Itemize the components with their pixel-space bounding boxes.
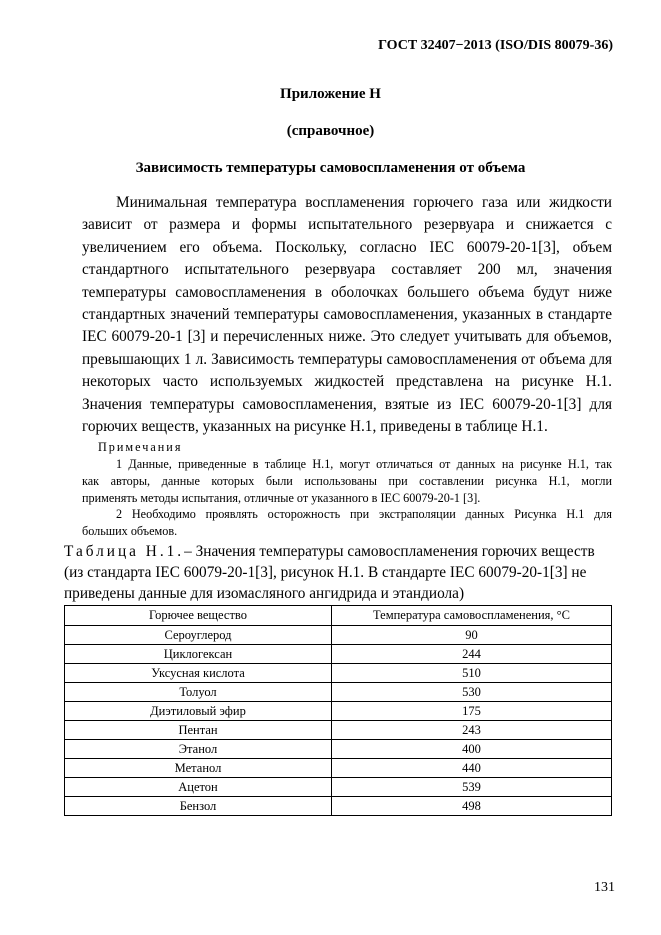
note-line: как авторы, данные которых были использованы при составлении рисунка Н.1, могли bbox=[82, 473, 612, 488]
substance-cell: Ацетон bbox=[65, 778, 332, 797]
note-line: 2 Необходимо проявлять осторожность при экстраполяции данных Рисунка Н.1 для bbox=[116, 507, 612, 522]
table-row bbox=[65, 797, 612, 816]
temperature-cell: 400 bbox=[332, 740, 612, 759]
note-line: 1 Данные, приведенные в таблице Н.1, могут отличаться от данных на рисунке Н.1, так bbox=[116, 457, 612, 471]
table-row bbox=[65, 664, 612, 683]
header-temperature: Температура самовоспламенения, °C bbox=[332, 606, 612, 626]
temperature-cell: 539 bbox=[332, 778, 612, 797]
autoignition-table bbox=[64, 605, 612, 816]
table-row bbox=[65, 740, 612, 759]
temperature-cell: 440 bbox=[332, 759, 612, 778]
body-line: стандартного испытательного резервуара составляет 200 мл, значения bbox=[82, 261, 612, 279]
temperature-cell: 243 bbox=[332, 721, 612, 740]
table-row bbox=[65, 626, 612, 645]
table-header-row bbox=[65, 606, 612, 626]
note-line: больших объемов. bbox=[82, 524, 178, 539]
page-number: 131 bbox=[594, 880, 615, 895]
appendix-title: Приложение Н bbox=[280, 86, 381, 102]
body-line: увеличением его объема. Поскольку, согласно IEC 60079-20-1[3], объем bbox=[82, 238, 612, 256]
substance-cell: Этанол bbox=[65, 740, 332, 759]
table-caption-text: – Значения температуры самовоспламенения горючих веществ bbox=[184, 543, 595, 560]
substance-cell: Циклогексан bbox=[65, 645, 332, 664]
body-line: некоторых часто используемых жидкостей представлена на рисунке Н.1. bbox=[82, 373, 612, 391]
body-line: IEC 60079-20-1 [3] и перечисленных ниже. Это следует учитывать для объемов, bbox=[82, 328, 612, 346]
body-line: Минимальная температура воспламенения горючего газа или жидкости bbox=[116, 194, 612, 211]
body-line: превышающих 1 л. Зависимость температуры самовоспламенения от объема для bbox=[82, 350, 612, 368]
body-line: температуры самовоспламенения в оболочках большего объема будут ниже bbox=[82, 283, 612, 301]
temperature-cell: 510 bbox=[332, 664, 612, 683]
temperature-cell: 244 bbox=[332, 645, 612, 664]
temperature-cell: 530 bbox=[332, 683, 612, 702]
substance-cell: Пентан bbox=[65, 721, 332, 740]
table-caption-line: (из стандарта IEC 60079-20-1[3], рисунок Н.1. В стандарте IEC 60079-20-1[3] не bbox=[64, 564, 587, 581]
document-header: ГОСТ 32407−2013 (ISO/DIS 80079-36) bbox=[378, 38, 613, 53]
section-title: Зависимость температуры самовоспламенения от объема bbox=[135, 160, 526, 176]
table-caption-label: Таблица Н.1. bbox=[64, 543, 185, 560]
notes-title: Примечания bbox=[98, 440, 183, 454]
table-row bbox=[65, 702, 612, 721]
notes bbox=[82, 456, 612, 540]
table-row bbox=[65, 721, 612, 740]
body-line: горючих веществ, указанных на рисунке Н.1, приведены в таблице Н.1. bbox=[82, 417, 548, 435]
substance-cell: Метанол bbox=[65, 759, 332, 778]
appendix-type: (справочное) bbox=[286, 123, 375, 139]
table-caption bbox=[64, 543, 595, 561]
table-row bbox=[65, 759, 612, 778]
body-line: Значения температуры самовоспламенения, взятые из IEC 60079-20-1[3] для bbox=[82, 395, 612, 413]
substance-cell: Сероуглерод bbox=[65, 626, 332, 645]
substance-cell: Диэтиловый эфир bbox=[65, 702, 332, 721]
temperature-cell: 498 bbox=[332, 797, 612, 816]
substance-cell: Толуол bbox=[65, 683, 332, 702]
table-row bbox=[65, 683, 612, 702]
substance-cell: Уксусная кислота bbox=[65, 664, 332, 683]
note-line: применять методы испытания, отличные от указанного в IEC 60079-20-1 [3]. bbox=[82, 490, 481, 505]
table-row bbox=[65, 645, 612, 664]
body-paragraph bbox=[82, 192, 612, 438]
table-caption-line: приведены данные для изомасляного ангидрида и этандиола) bbox=[64, 585, 465, 602]
table-row bbox=[65, 778, 612, 797]
temperature-cell: 90 bbox=[332, 626, 612, 645]
body-line: зависит от размера и формы испытательного резервуара и снижается с bbox=[82, 216, 612, 234]
body-line: стандартных значений температуры самовоспламенения, указанных в стандарте bbox=[82, 305, 612, 323]
substance-cell: Бензол bbox=[65, 797, 332, 816]
temperature-cell: 175 bbox=[332, 702, 612, 721]
header-substance: Горючее вещество bbox=[65, 606, 332, 626]
